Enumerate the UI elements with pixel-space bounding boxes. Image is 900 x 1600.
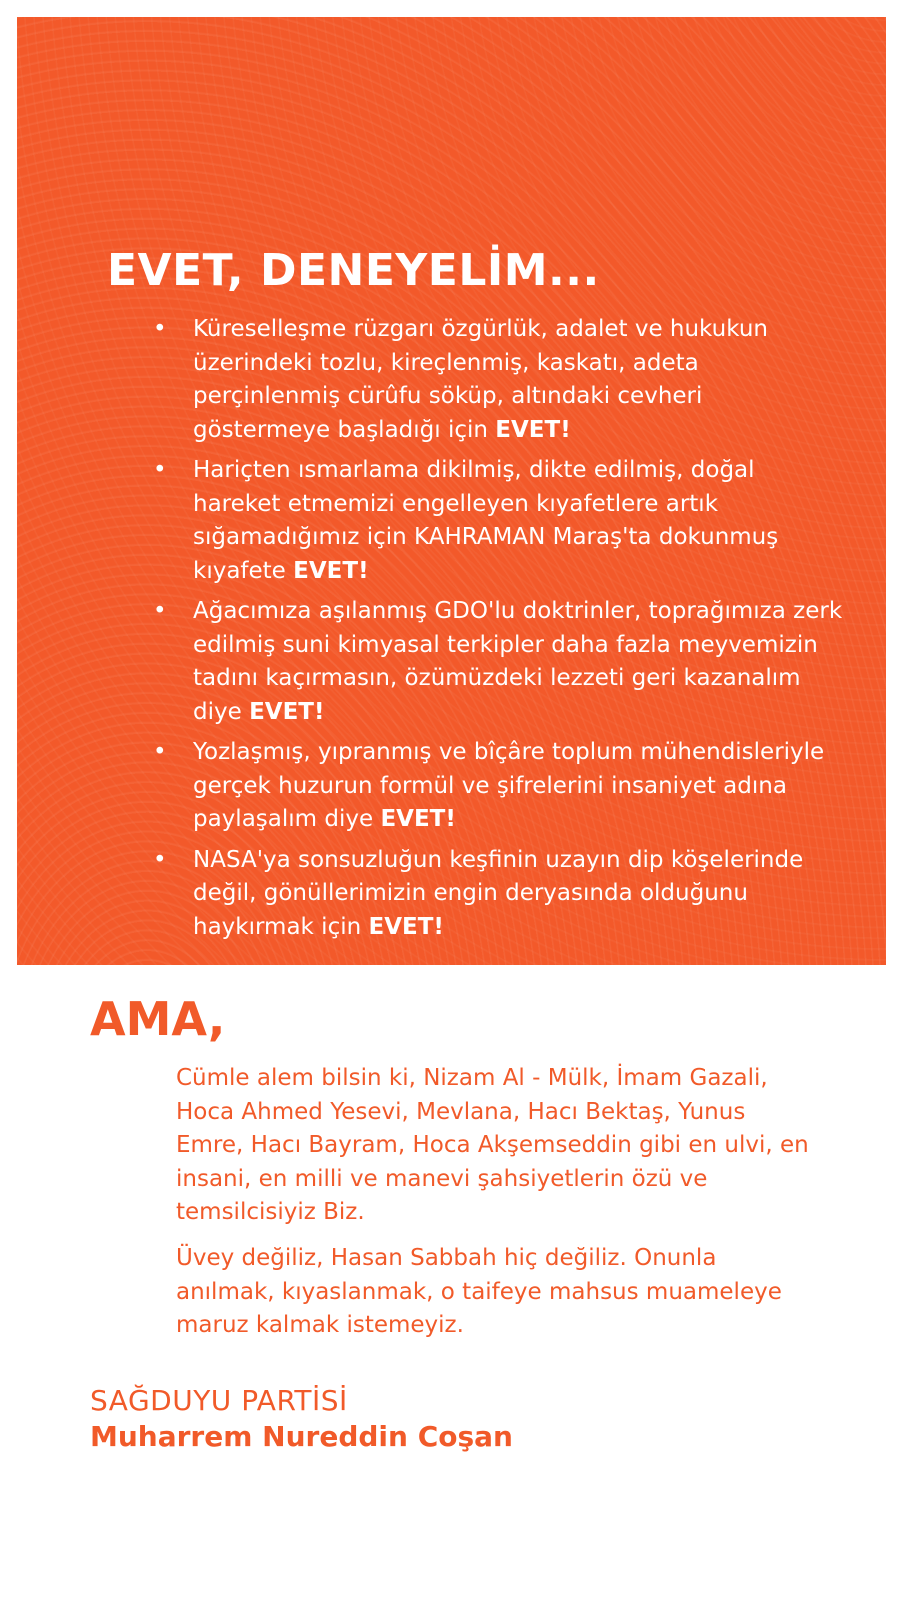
party-name: SAĞDUYU PARTİSİ (90, 1384, 348, 1417)
ama-paragraph-1: Cümle alem bilsin ki, Nizam Al - Mülk, İmam Gazali, Hoca Ahmed Yesevi, Mevlana, Hacı Bektaş, Yunus Emre, Hacı Bayram, Hoca Akşemseddin gibi en ulvi, en insani, en milli ve manevi şahsiyetlerin özü ve temsilcisiyiz Biz. (176, 1065, 809, 1225)
bullet-list (153, 313, 843, 951)
ama-paragraph-2: Üvey değiliz, Hasan Sabbah hiç değiliz. Onunla anılmak, kıyaslanmak, o taifeye mahsus muameleye maruz kalmak istemeyiz. (176, 1245, 782, 1338)
bullet-icon: • (153, 457, 167, 483)
bullet-text: Hariçten ısmarlama dikilmiş, dikte edilmiş, doğal hareket etmemizi engelleyen kıyafetlere artık sığamadığımız için KAHRAMAN Maraş'ta dokunmuş kıyafete (193, 457, 779, 584)
ama-heading: AMA, (90, 992, 226, 1046)
bullet-emphasis: EVET! (380, 806, 456, 832)
author-name: Muharrem Nureddin Coşan (90, 1420, 513, 1453)
bullet-text: NASA'ya sonsuzluğun keşfinin uzayın dip köşelerinde değil, gönüllerimizin engin deryasında olduğunu haykırmak için (193, 846, 804, 940)
list-item (153, 313, 843, 447)
bullet-emphasis: EVET! (249, 698, 325, 725)
bullet-emphasis: EVET! (293, 557, 369, 584)
list-item (153, 595, 843, 729)
bullet-icon: • (153, 739, 167, 765)
bullet-text: Küreselleşme rüzgarı özgürlük, adalet ve hukukun üzerindeki tozlu, kireçlenmiş, kaskatı, adeta perçinlenmiş cürûfu söküp, altındaki cevheri göstermeye başladığı için (193, 316, 769, 443)
bullet-emphasis: EVET! (368, 913, 444, 940)
headline: EVET, DENEYELİM... (107, 245, 600, 296)
bullet-icon: • (153, 598, 167, 624)
bullet-emphasis: EVET! (495, 416, 571, 443)
bullet-icon: • (153, 846, 167, 873)
list-item (153, 454, 843, 588)
bullet-icon: • (153, 316, 167, 342)
list-item (153, 736, 843, 837)
bullet-text: Ağacımıza aşılanmış GDO'lu doktrinler, toprağımıza zerk edilmiş suni kimyasal terkipler daha fazla meyvemizin tadını kaçırmasın, özümüzdeki lezzeti geri kazanalım diye (193, 598, 843, 725)
orange-panel (17, 17, 886, 965)
bullet-text: Yozlaşmış, yıpranmış ve bîçâre toplum mühendisleriyle gerçek huzurun formül ve şifrelerini insaniyet adına paylaşalım diye (193, 739, 825, 832)
list-item (153, 844, 843, 945)
